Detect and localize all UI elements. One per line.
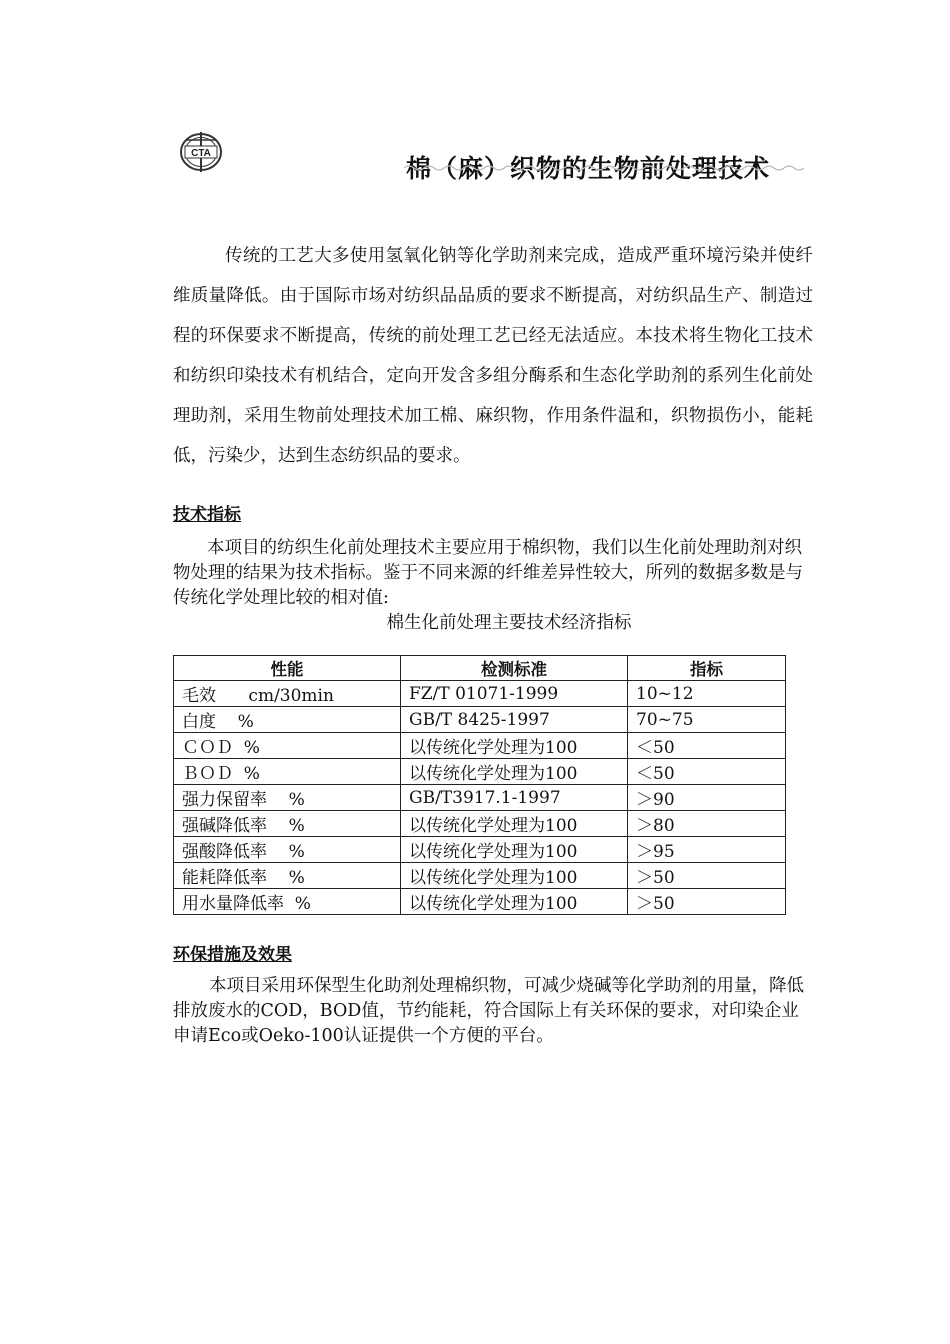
cell-property: 能耗降低率 %	[174, 863, 401, 889]
cell-standard: GB/T3917.1-1997	[401, 785, 628, 811]
cell-value: ＜50	[628, 759, 786, 785]
cell-standard: 以传统化学处理为100	[401, 889, 628, 915]
cell-value: ＜50	[628, 733, 786, 759]
cell-value: ＞50	[628, 889, 786, 915]
table-row	[174, 785, 786, 811]
cell-standard: 以传统化学处理为100	[401, 811, 628, 837]
cell-property: ＣＯＤ %	[174, 733, 401, 759]
cell-value: ＞50	[628, 863, 786, 889]
header-indicator: 指标	[628, 656, 786, 681]
section-heading-env-measures: 环保措施及效果	[173, 945, 292, 965]
cell-standard: GB/T 8425-1997	[401, 707, 628, 733]
svg-text:CTA: CTA	[191, 148, 211, 159]
cell-standard: 以传统化学处理为100	[401, 837, 628, 863]
cell-standard: 以传统化学处理为100	[401, 863, 628, 889]
table-row	[174, 759, 786, 785]
cell-value: 10~12	[628, 681, 786, 707]
cell-standard: FZ/T 01071-1999	[401, 681, 628, 707]
table-header-row	[174, 656, 786, 681]
tech-specs-paragraph: 本项目的纺织生化前处理技术主要应用于棉织物，我们以生化前处理助剂对织物处理的结果为技术指标。鉴于不同来源的纤维差异性较大，所列的数据多数是与传统化学处理比较的相对值:	[173, 538, 803, 608]
cell-standard: 以传统化学处理为100	[401, 759, 628, 785]
env-measures-paragraph: 本项目采用环保型生化助剂处理棉织物，可减少烧碱等化学助剂的用量，降低排放废水的COD，BOD值，节约能耗，符合国际上有关环保的要求，对印染企业申请Eco或Oeko-100认证提供一个方便的平台。	[173, 976, 804, 1046]
cell-property: 用水量降低率 %	[174, 889, 401, 915]
table-row	[174, 889, 786, 915]
intro-paragraph: 传统的工艺大多使用氢氧化钠等化学助剂来完成，造成严重环境污染并使纤维质量降低。由于国际市场对纺织品品质的要求不断提高，对纺织品生产、制造过程的环保要求不断提高，传统的前处理工艺已经无法适应。本技术将生物化工技术和纺织印染技术有机结合，定向开发含多组分酶系和生态化学助剂的系列生化前处理助剂，采用生物前处理技术加工棉、麻织物，作用条件温和，织物损伤小，能耗低，污染少，达到生态纺织品的要求。	[173, 246, 813, 466]
table-row	[174, 811, 786, 837]
table-row	[174, 733, 786, 759]
header-test-standard: 检测标准	[401, 656, 628, 681]
cell-property: 毛效 cm/30min	[174, 681, 401, 707]
header-performance: 性能	[174, 656, 401, 681]
table-row	[174, 837, 786, 863]
cta-logo-icon	[178, 131, 224, 173]
cell-property: 强力保留率 %	[174, 785, 401, 811]
table-row	[174, 863, 786, 889]
cell-value: ＞95	[628, 837, 786, 863]
table-row	[174, 681, 786, 707]
title-wave-underline	[404, 164, 809, 172]
cell-standard: 以传统化学处理为100	[401, 733, 628, 759]
cell-property: 强酸降低率 %	[174, 837, 401, 863]
cell-property: 强碱降低率 %	[174, 811, 401, 837]
cell-property: 白度 %	[174, 707, 401, 733]
table-caption: 棉生化前处理主要技术经济指标	[386, 613, 632, 633]
cell-property: ＢＯＤ %	[174, 759, 401, 785]
section-heading-tech-specs: 技术指标	[173, 505, 241, 525]
table-row	[174, 707, 786, 733]
specs-table	[173, 655, 786, 915]
page-title: 棉（麻）织物的生物前处理技术	[406, 153, 771, 183]
cell-value: ＞80	[628, 811, 786, 837]
cell-value: ＞90	[628, 785, 786, 811]
cell-value: 70~75	[628, 707, 786, 733]
